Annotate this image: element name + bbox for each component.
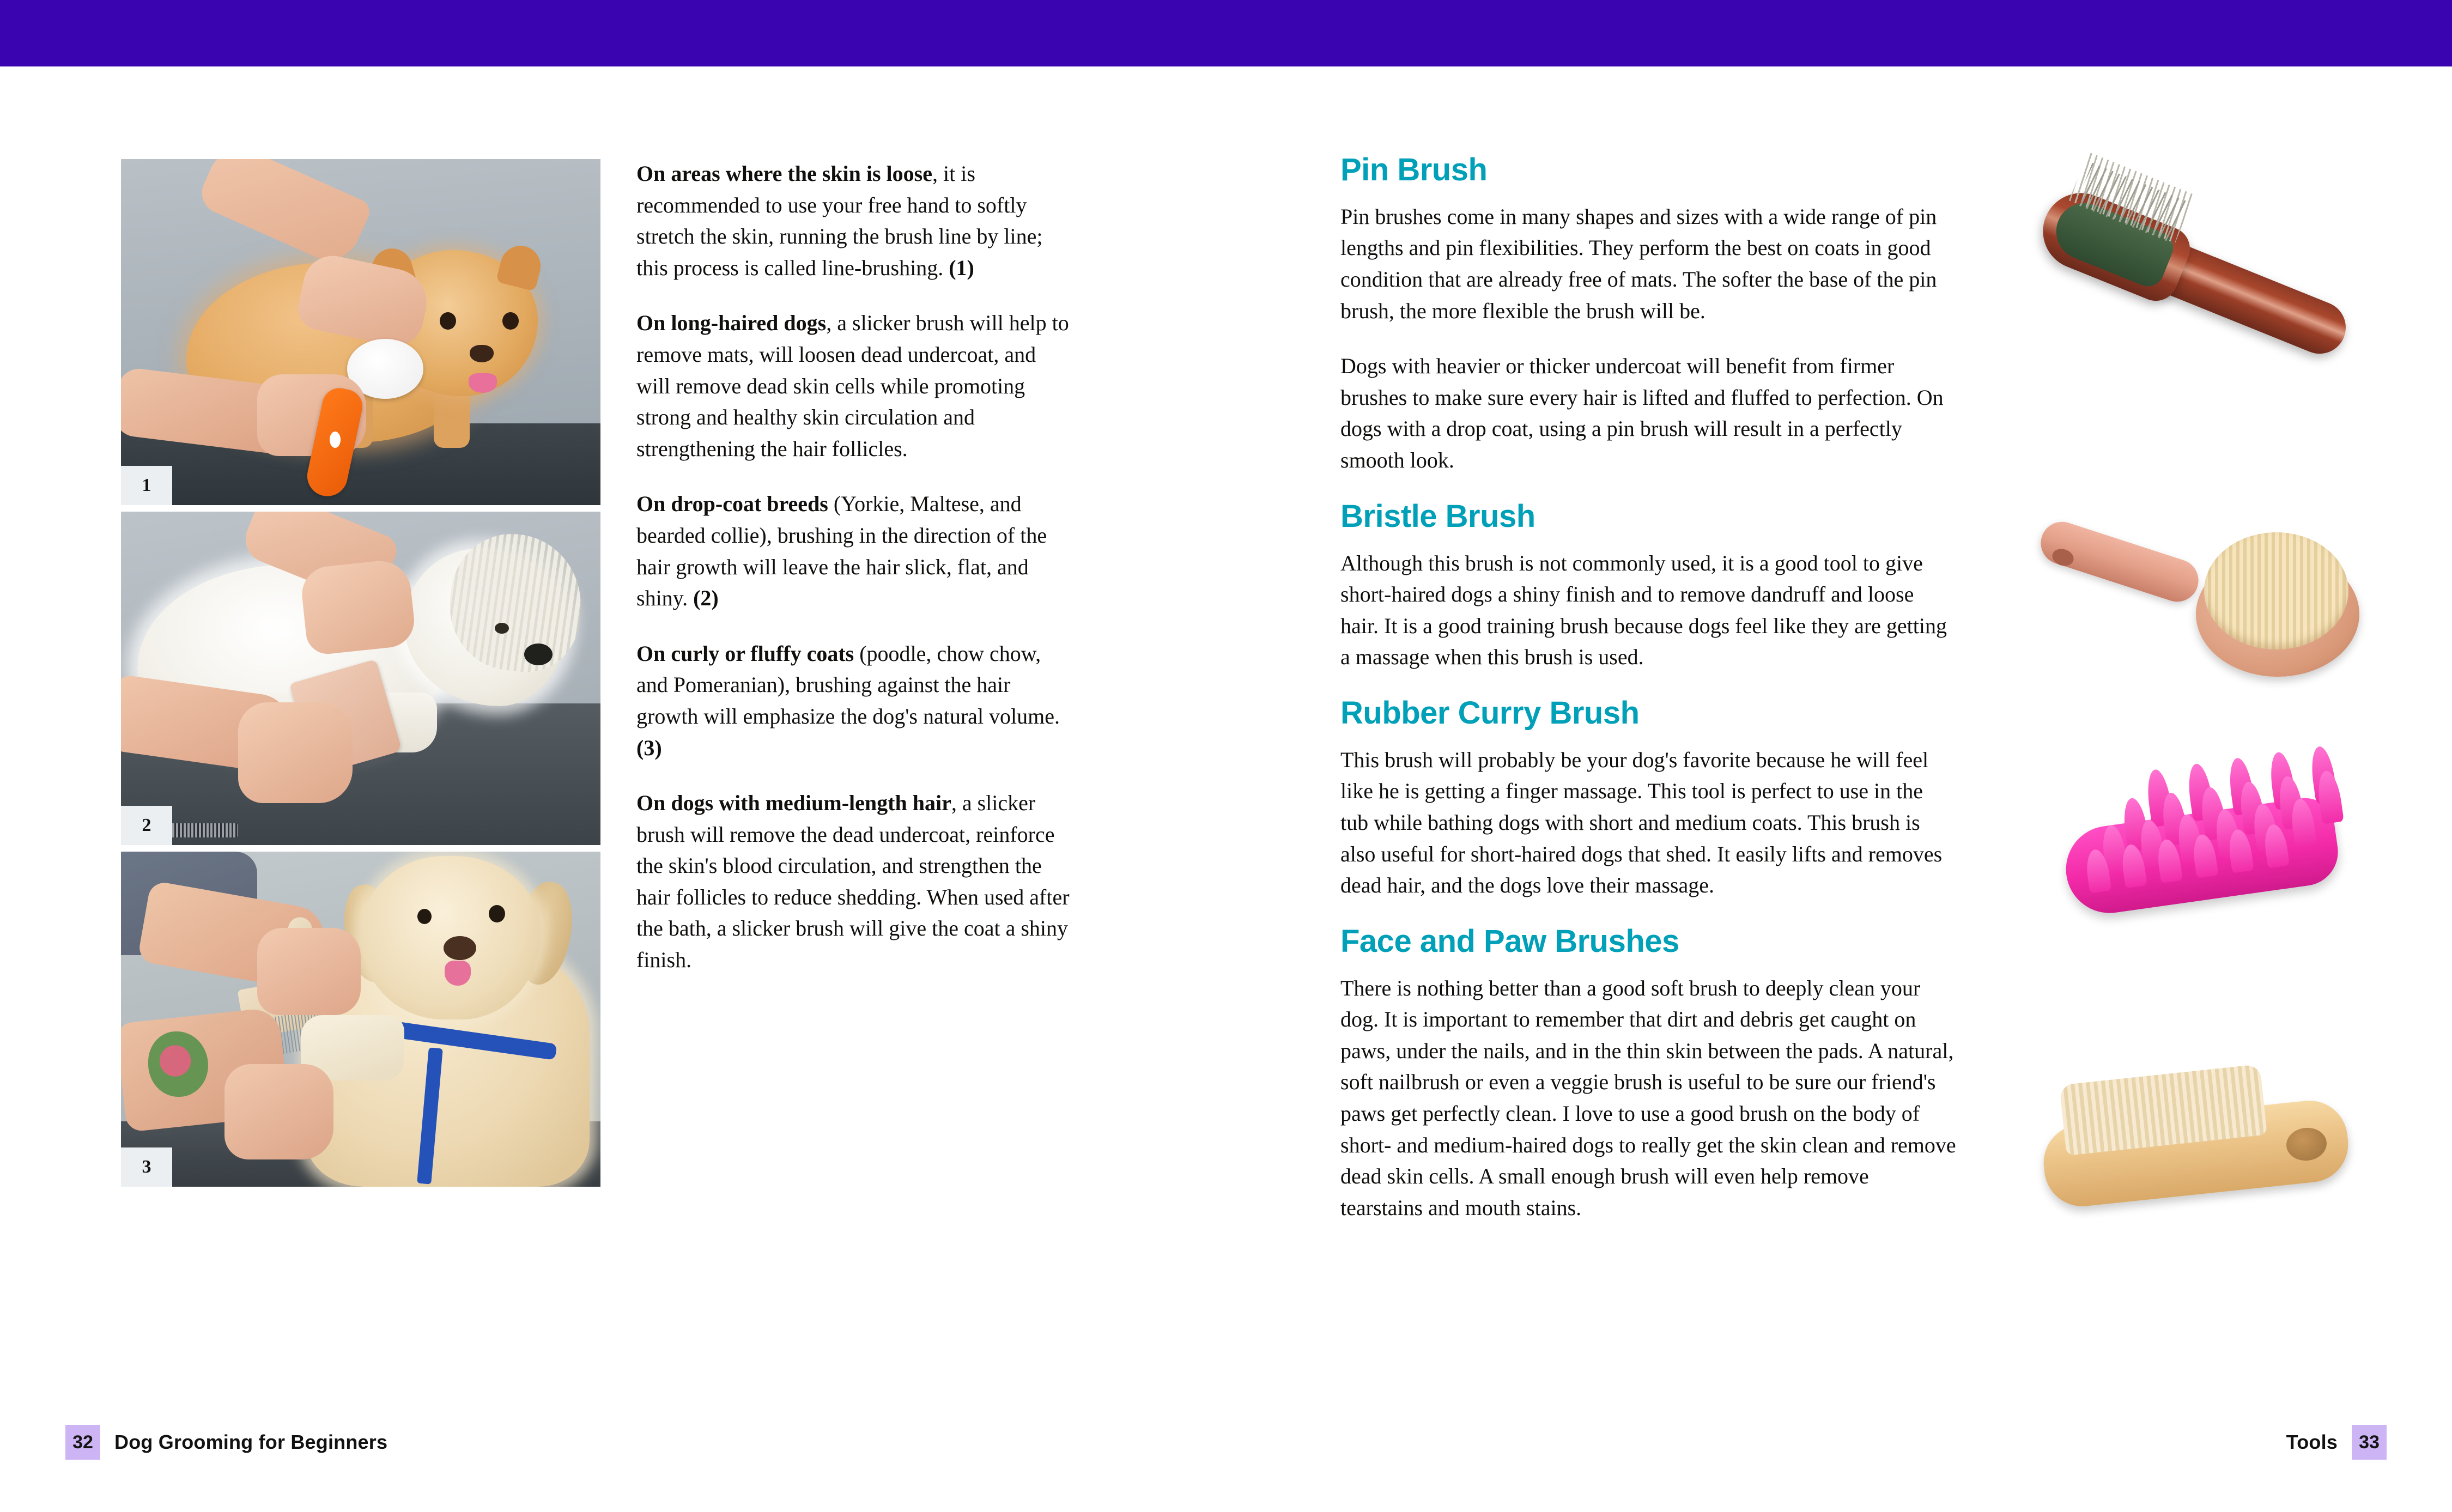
paragraph-lead: On curly or fluffy coats [636, 641, 854, 666]
left-text-column [636, 158, 1072, 1000]
face-paw-brush-photo [2032, 1064, 2370, 1205]
section-face-and-paw-brushes [1340, 925, 1956, 1224]
figure-ref: (3) [636, 735, 662, 760]
right-page [1226, 66, 2452, 1512]
photo-number-badge: 1 [121, 466, 172, 505]
pin-brush-paragraph-1: Pin brushes come in many shapes and sizes with a wide range of pin lengths and pin flexibilities. They perform the best on coats in good condition that are already free of mats. The softer the base of the pin brush, the more flexible the brush will be. [1340, 204, 1937, 323]
pin-brush-paragraph-2: Dogs with heavier or thicker undercoat will benefit from firmer brushes to make sure every hair is lifted and fluffed to perfection. On dogs with a drop coat, using a pin brush will result in a perfectly smooth look. [1340, 354, 1944, 473]
book-title: Dog Grooming for Beginners [114, 1431, 388, 1453]
paragraph-rest: , it is recommended to use your free hand to softly stretch the skin, running the brush line by line; this process is called line-brushing. [636, 161, 1043, 280]
chapter-title: Tools [2286, 1431, 2338, 1453]
photo-2-scene [121, 512, 600, 845]
left-footer [65, 1425, 387, 1460]
heading-pin-brush: Pin Brush [1340, 152, 1488, 187]
bristle-brush-paragraph-1: Although this brush is not commonly used, it is a good tool to give short-haired dogs a shiny finish and to remove dandruff and loose hair. It is a good training brush because dogs feel like they are getting a massage when this brush is used. [1340, 550, 1947, 670]
heading-face-and-paw-brushes: Face and Paw Brushes [1340, 923, 1679, 959]
photo-3-paw-brushing [121, 852, 600, 1187]
heading-rubber-curry-brush: Rubber Curry Brush [1340, 695, 1640, 731]
face-paw-brush-paragraph-1: There is nothing better than a good soft brush to deeply clean your dog. It is important to remember that dirt and debris get caught on paws, under the nails, and in the thin skin between the pads. A natural, soft nailbrush or even a veggie brush is useful to be sure our friend's paws get perfectly clean. I love to use a good brush on the body of short- and medium-haired dogs to really get the skin clean and remove dead skin cells. A small enough brush will even help remove tearstains and mouth stains. [1340, 975, 1956, 1220]
paragraph-rest: (Yorkie, Maltese, and bearded collie), brushing in the direction of the hair growth will leave the hair slick, flat, and shiny. [636, 491, 1047, 611]
right-text-column [1340, 154, 1956, 1247]
photo-3-scene [121, 852, 600, 1187]
left-page [0, 66, 1226, 1512]
photo-2-white-dog-brushing [121, 512, 600, 845]
paragraph-rest: (poodle, chow chow, and Pomeranian), brushing against the hair growth will emphasize the dog's natural volume. [636, 641, 1060, 728]
top-purple-banner [0, 0, 2452, 66]
photo-1-line-brushing [121, 159, 600, 505]
photo-column [121, 159, 600, 1193]
figure-ref: (1) [949, 255, 974, 280]
paragraph-long-haired [636, 307, 1072, 464]
page-number-badge-right: 33 [2352, 1425, 2387, 1460]
section-bristle-brush [1340, 500, 1956, 673]
rubber-curry-brush-photo [2043, 742, 2370, 916]
rubber-curry-brush-paragraph-1: This brush will probably be your dog's favorite because he will feel like he is getting a finger massage. This tool is perfect to use in the tub while bathing dogs with short and medium coats. This brush is also useful for short-haired dogs that shed. It easily lifts and removes dead hair, and the dogs love their massage. [1340, 747, 1943, 898]
pin-brush-photo [2022, 192, 2370, 372]
paragraph-lead: On long-haired dogs [636, 311, 827, 336]
section-pin-brush [1340, 154, 1956, 476]
paragraph-lead: On dogs with medium-length hair [636, 791, 951, 816]
paragraph-medium-hair [636, 787, 1072, 976]
paragraph-lead: On drop-coat breeds [636, 491, 828, 517]
bristle-brush-photo [2032, 519, 2370, 682]
paragraph-rest: , a slicker brush will remove the dead undercoat, reinforce the skin's blood circulation, and strengthen the hair follicles to reduce shedding. When used after the bath, a slicker brush will give the coat a shiny finish. [636, 791, 1070, 973]
page-number-badge-left: 32 [65, 1425, 100, 1460]
right-footer [2286, 1425, 2387, 1460]
photo-number-badge: 2 [121, 806, 172, 845]
heading-bristle-brush: Bristle Brush [1340, 498, 1535, 534]
paragraph-rest: , a slicker brush will help to remove mats, will loosen dead undercoat, and will remove dead skin cells while promoting strong and healthy skin circulation and strengthening the hair follicles. [636, 311, 1069, 461]
paragraph-drop-coat [636, 488, 1072, 614]
photo-number-badge: 3 [121, 1147, 172, 1187]
photo-1-scene [121, 159, 600, 505]
section-rubber-curry-brush [1340, 697, 1956, 901]
paragraph-loose-skin [636, 158, 1072, 283]
paragraph-lead: On areas where the skin is loose [636, 161, 932, 186]
paragraph-curly-coats [636, 638, 1072, 763]
figure-ref: (2) [693, 586, 719, 611]
